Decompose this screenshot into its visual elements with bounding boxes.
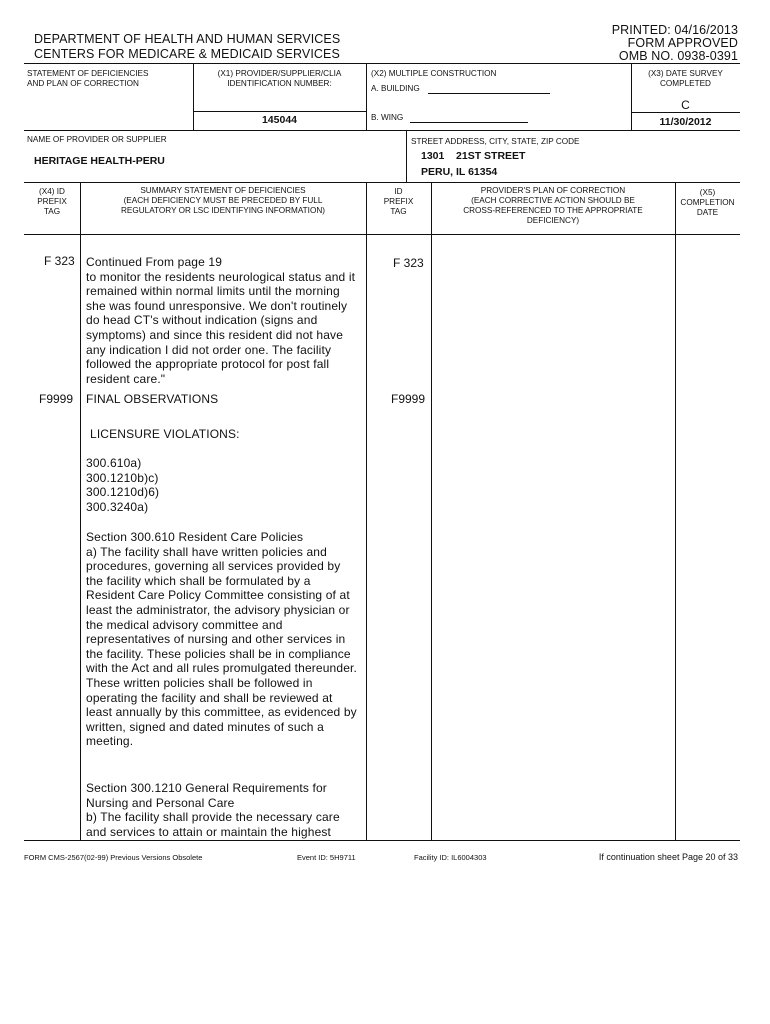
x5-header: (X5) COMPLETION DATE (680, 188, 735, 217)
provider-name: HERITAGE HEALTH-PERU (34, 155, 165, 167)
wing-label: B. WING (371, 113, 404, 122)
x1-label: (X1) PROVIDER/SUPPLIER/CLIA IDENTIFICATION NUMBER: (217, 69, 342, 88)
licensure-violations: LICENSURE VIOLATIONS: (90, 427, 240, 441)
form-id: FORM CMS-2567(02-99) Previous Versions Obsolete (24, 853, 203, 862)
plan-header: PROVIDER'S PLAN OF CORRECTION (EACH CORRECTIVE ACTION SHOULD BE CROSS-REFERENCED TO THE APPROPRIATE DEFICIENCY) (463, 186, 643, 225)
final-observations: FINAL OBSERVATIONS (86, 392, 219, 406)
omb-number: OMB NO. 0938-0391 (618, 49, 738, 63)
address-label: STREET ADDRESS, CITY, STATE, ZIP CODE (411, 137, 580, 146)
centers-title: CENTERS FOR MEDICARE & MEDICAID SERVICES (34, 47, 340, 61)
regulation-codes: 300.610a) 300.1210b)c) 300.1210d)6) 300.3240a) (86, 456, 160, 514)
x3-label: (X3) DATE SURVEY COMPLETED (648, 69, 723, 88)
event-id: Event ID: 5H9711 (297, 853, 356, 862)
statement-label: STATEMENT OF DEFICIENCIES AND PLAN OF CORRECTION (27, 69, 149, 88)
tag-left-f9999: F9999 (39, 392, 74, 406)
x2-label: (X2) MULTIPLE CONSTRUCTION (371, 69, 497, 78)
tag-right-f9999: F9999 (391, 392, 426, 406)
dept-title: DEPARTMENT OF HEALTH AND HUMAN SERVICES (34, 32, 341, 46)
tag-right-f323: F 323 (393, 256, 424, 270)
address-line-2: PERU, IL 61354 (421, 166, 498, 178)
tag-left-f323: F 323 (44, 254, 75, 268)
address-line-1: 1301 21ST STREET (421, 150, 526, 162)
printed-date: PRINTED: 04/16/2013 (611, 23, 738, 37)
survey-date: 11/30/2012 (659, 116, 712, 128)
x4-header: (X4) ID PREFIX TAG (37, 187, 67, 216)
continued-text: Continued From page 19 to monitor the residents neurological status and it remained within normal limits until the morning she was found unresponsive. We don't routinely do head CT's without indication (signs and symptoms) and since this resident did not have any indication I did not order one. The facility followed the appropriate protocol for post fall resident care." (86, 255, 356, 386)
section-300-610: Section 300.610 Resident Care Policies a) The facility shall have written policies and procedures, governing all services provided by the facility which shall be formulated by a Resident Care Policy Committee consisting of at least the administrator, the advisory physician or the medical advisory committee and representatives of nursing and other services in the facility. These policies shall be in compliance with the Act and all rules promulgated thereunder. These written policies shall be followed in operating the facility and shall be reviewed at least annually by this committee, as evidenced by written, signed and dated minutes of such a meeting. (86, 530, 357, 749)
form-approved: FORM APPROVED (627, 36, 738, 50)
provider-name-label: NAME OF PROVIDER OR SUPPLIER (27, 135, 167, 144)
facility-id: Facility ID: IL6004303 (414, 853, 487, 862)
x3-code: C (681, 98, 690, 112)
id-header: ID PREFIX TAG (383, 187, 414, 216)
summary-header: SUMMARY STATEMENT OF DEFICIENCIES (EACH DEFICIENCY MUST BE PRECEDED BY FULL REGULATORY OR LSC IDENTIFYING INFORMATION) (121, 186, 325, 215)
building-label: A. BUILDING (371, 84, 420, 93)
page-number: If continuation sheet Page 20 of 33 (598, 852, 738, 862)
provider-id: 145044 (261, 114, 298, 126)
section-300-1210: Section 300.1210 General Requirements for Nursing and Personal Care b) The facility shall provide the necessary care and services to attain or maintain the highest (86, 781, 340, 839)
